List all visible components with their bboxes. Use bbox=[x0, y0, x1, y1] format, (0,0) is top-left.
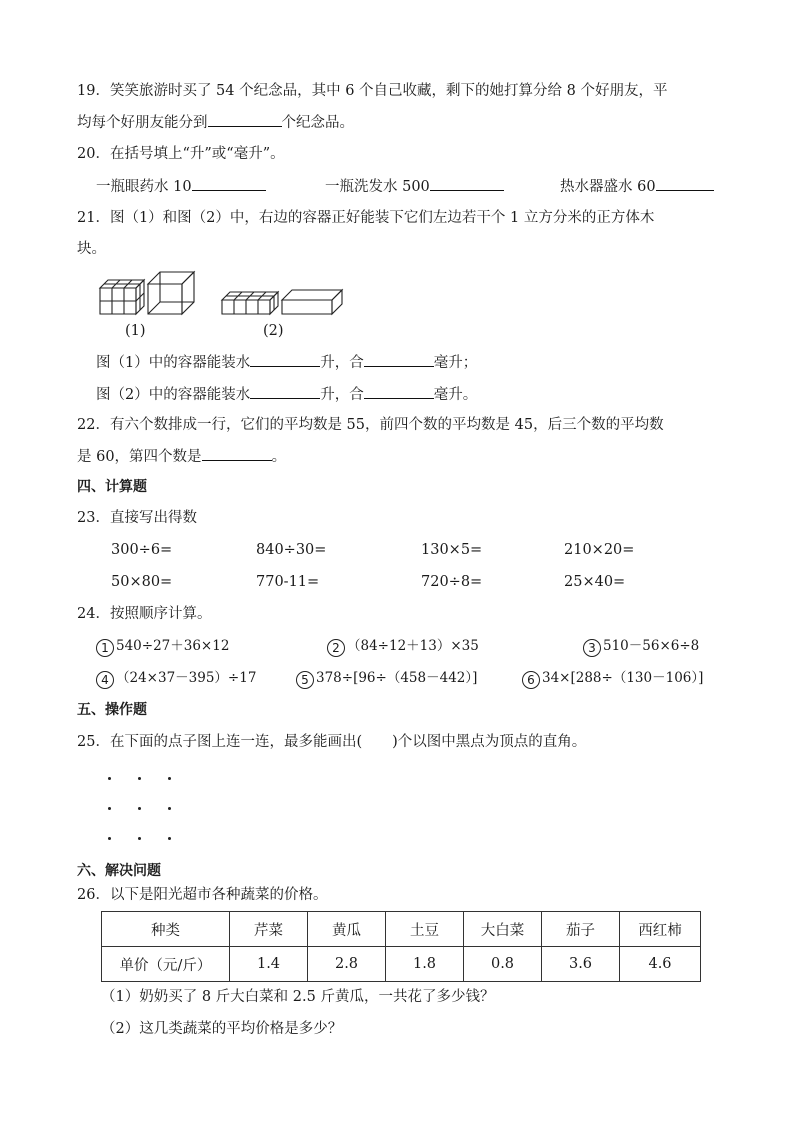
q24-expr-6 bbox=[522, 668, 703, 689]
circled-number-5: 5 bbox=[296, 671, 314, 689]
q23-title: 23．直接写出得数 bbox=[77, 510, 197, 526]
table-header-cell: 芹菜 bbox=[230, 912, 308, 947]
q21-fig1-pre: 图（1）中的容器能装水 bbox=[96, 355, 251, 371]
q20-item-1-text: 一瓶眼药水 10 bbox=[96, 179, 192, 195]
table-header-cell: 西红柿 bbox=[620, 912, 701, 947]
table-header-cell: 茄子 bbox=[542, 912, 620, 947]
q19-answer-blank[interactable] bbox=[208, 112, 282, 127]
q24-expr-1-text: 540÷27＋36×12 bbox=[116, 638, 230, 654]
q23-r2-c4: 25×40= bbox=[564, 574, 626, 590]
q20-item-2-text: 一瓶洗发水 500 bbox=[325, 179, 430, 195]
q19-line2-pre: 均每个好朋友能分到 bbox=[77, 115, 208, 131]
q19-line2 bbox=[77, 112, 354, 133]
table-cell: 3.6 bbox=[542, 947, 620, 982]
table-cell: 4.6 bbox=[620, 947, 701, 982]
q23-r1-c4: 210×20= bbox=[564, 542, 635, 558]
table-header-cell: 大白菜 bbox=[464, 912, 542, 947]
q20-blank-2[interactable] bbox=[430, 176, 504, 191]
q24-expr-3 bbox=[583, 636, 699, 657]
table-header-row bbox=[102, 912, 701, 947]
q25-text bbox=[77, 732, 586, 752]
q21-fig1-end: 毫升； bbox=[433, 355, 478, 371]
q21-fig2-blank-liters[interactable] bbox=[250, 384, 320, 399]
q19-line2-post: 个纪念品。 bbox=[281, 115, 354, 131]
q24-expr-1 bbox=[96, 636, 229, 657]
q21-fig2-pre: 图（2）中的容器能装水 bbox=[96, 387, 251, 403]
q22-answer-blank[interactable] bbox=[202, 446, 272, 461]
q24-expr-2 bbox=[327, 636, 479, 657]
fig1-container bbox=[148, 272, 194, 314]
q25-post: )个以图中黑点为顶点的直角。 bbox=[392, 734, 587, 750]
q22-line2-post: 。 bbox=[271, 449, 287, 465]
fig2-container bbox=[282, 290, 342, 314]
section-5-heading: 五、操作题 bbox=[77, 702, 147, 718]
grid-dot[interactable] bbox=[168, 807, 171, 810]
fig2-cubes bbox=[222, 292, 278, 314]
q21-line2: 块。 bbox=[77, 241, 106, 257]
table-cell: 1.8 bbox=[386, 947, 464, 982]
q21-label-2: (2) bbox=[263, 323, 284, 339]
q20-item-1 bbox=[96, 176, 266, 197]
q19-line1: 19．笑笑旅游时买了 54 个纪念品，其中 6 个自己收藏，剩下的她打算分给 8 个好朋友，平 bbox=[77, 83, 668, 99]
q21-fig2-end: 毫升。 bbox=[433, 387, 478, 403]
section-4-heading: 四、计算题 bbox=[77, 479, 147, 495]
table-cell: 0.8 bbox=[464, 947, 542, 982]
grid-dot[interactable] bbox=[138, 777, 141, 780]
grid-dot[interactable] bbox=[108, 807, 111, 810]
table-cell: 2.8 bbox=[308, 947, 386, 982]
grid-dot[interactable] bbox=[108, 837, 111, 840]
q20-item-3-text: 热水器盛水 60 bbox=[560, 179, 656, 195]
q26-title: 26．以下是阳光超市各种蔬菜的价格。 bbox=[77, 887, 328, 903]
q23-r2-c1: 50×80= bbox=[111, 574, 173, 590]
q23-r1-c3: 130×5= bbox=[421, 542, 483, 558]
q22-line1: 22．有六个数排成一行，它们的平均数是 55，前四个数的平均数是 45，后三个数的平均数 bbox=[77, 417, 664, 433]
table-cell: 单价（元/斤） bbox=[102, 947, 230, 982]
circled-number-1: 1 bbox=[96, 639, 114, 657]
table-header-cell: 土豆 bbox=[386, 912, 464, 947]
q23-r1-c1: 300÷6= bbox=[111, 542, 173, 558]
grid-dot[interactable] bbox=[138, 837, 141, 840]
circled-number-4: 4 bbox=[96, 671, 114, 689]
q21-fig1-line bbox=[96, 352, 477, 373]
q20-item-3 bbox=[560, 176, 714, 197]
q21-fig2-line bbox=[96, 384, 477, 405]
grid-dot[interactable] bbox=[168, 837, 171, 840]
q24-title: 24．按照顺序计算。 bbox=[77, 606, 212, 622]
table-header-cell: 种类 bbox=[102, 912, 230, 947]
grid-dot[interactable] bbox=[108, 777, 111, 780]
q26-sub1: （1）奶奶买了 8 斤大白菜和 2.5 斤黄瓜，一共花了多少钱？ bbox=[101, 989, 495, 1005]
q21-line1: 21．图（1）和图（2）中，右边的容器正好能装下它们左边若干个 1 立方分米的正方体木 bbox=[77, 210, 655, 226]
q24-expr-4 bbox=[96, 668, 256, 689]
section-6-heading: 六、解决问题 bbox=[77, 863, 161, 879]
q20-title: 20．在括号填上“升”或“毫升”。 bbox=[77, 146, 285, 162]
q24-expr-3-text: 510－56×6÷8 bbox=[603, 638, 700, 654]
q21-figure bbox=[96, 268, 356, 324]
q23-r2-c2: 770-11= bbox=[256, 574, 320, 590]
q24-expr-6-text: 34×[288÷（130－106）] bbox=[542, 670, 704, 686]
circled-number-3: 3 bbox=[583, 639, 601, 657]
q20-blank-3[interactable] bbox=[656, 176, 714, 191]
q24-expr-2-text: （84÷12＋13）×35 bbox=[347, 638, 479, 654]
q23-r2-c3: 720÷8= bbox=[421, 574, 483, 590]
q24-expr-5-text: 378÷[96÷（458－442）] bbox=[316, 670, 478, 686]
grid-dot[interactable] bbox=[168, 777, 171, 780]
circled-number-2: 2 bbox=[327, 639, 345, 657]
q26-sub2: （2）这几类蔬菜的平均价格是多少？ bbox=[101, 1021, 343, 1037]
q21-label-1: (1) bbox=[125, 323, 146, 339]
grid-dot[interactable] bbox=[138, 807, 141, 810]
q21-fig2-mid: 升，合 bbox=[320, 387, 364, 403]
table-header-cell: 黄瓜 bbox=[308, 912, 386, 947]
q22-line2 bbox=[77, 446, 286, 467]
q21-fig1-blank-ml[interactable] bbox=[364, 352, 434, 367]
q25-pre: 25．在下面的点子图上连一连，最多能画出( bbox=[77, 734, 363, 750]
q24-expr-4-text: （24×37－395）÷17 bbox=[116, 670, 257, 686]
q21-fig1-blank-liters[interactable] bbox=[250, 352, 320, 367]
q23-r1-c2: 840÷30= bbox=[256, 542, 327, 558]
circled-number-6: 6 bbox=[522, 671, 540, 689]
q24-expr-5 bbox=[296, 668, 477, 689]
table-cell: 1.4 bbox=[230, 947, 308, 982]
fig1-cubes bbox=[100, 280, 144, 314]
table-row bbox=[102, 947, 701, 982]
q22-line2-pre: 是 60，第四个数是 bbox=[77, 449, 202, 465]
q20-item-2 bbox=[325, 176, 504, 197]
q21-fig1-mid: 升，合 bbox=[320, 355, 364, 371]
vegetable-price-table bbox=[101, 911, 701, 982]
q21-fig2-blank-ml[interactable] bbox=[364, 384, 434, 399]
q20-blank-1[interactable] bbox=[192, 176, 266, 191]
